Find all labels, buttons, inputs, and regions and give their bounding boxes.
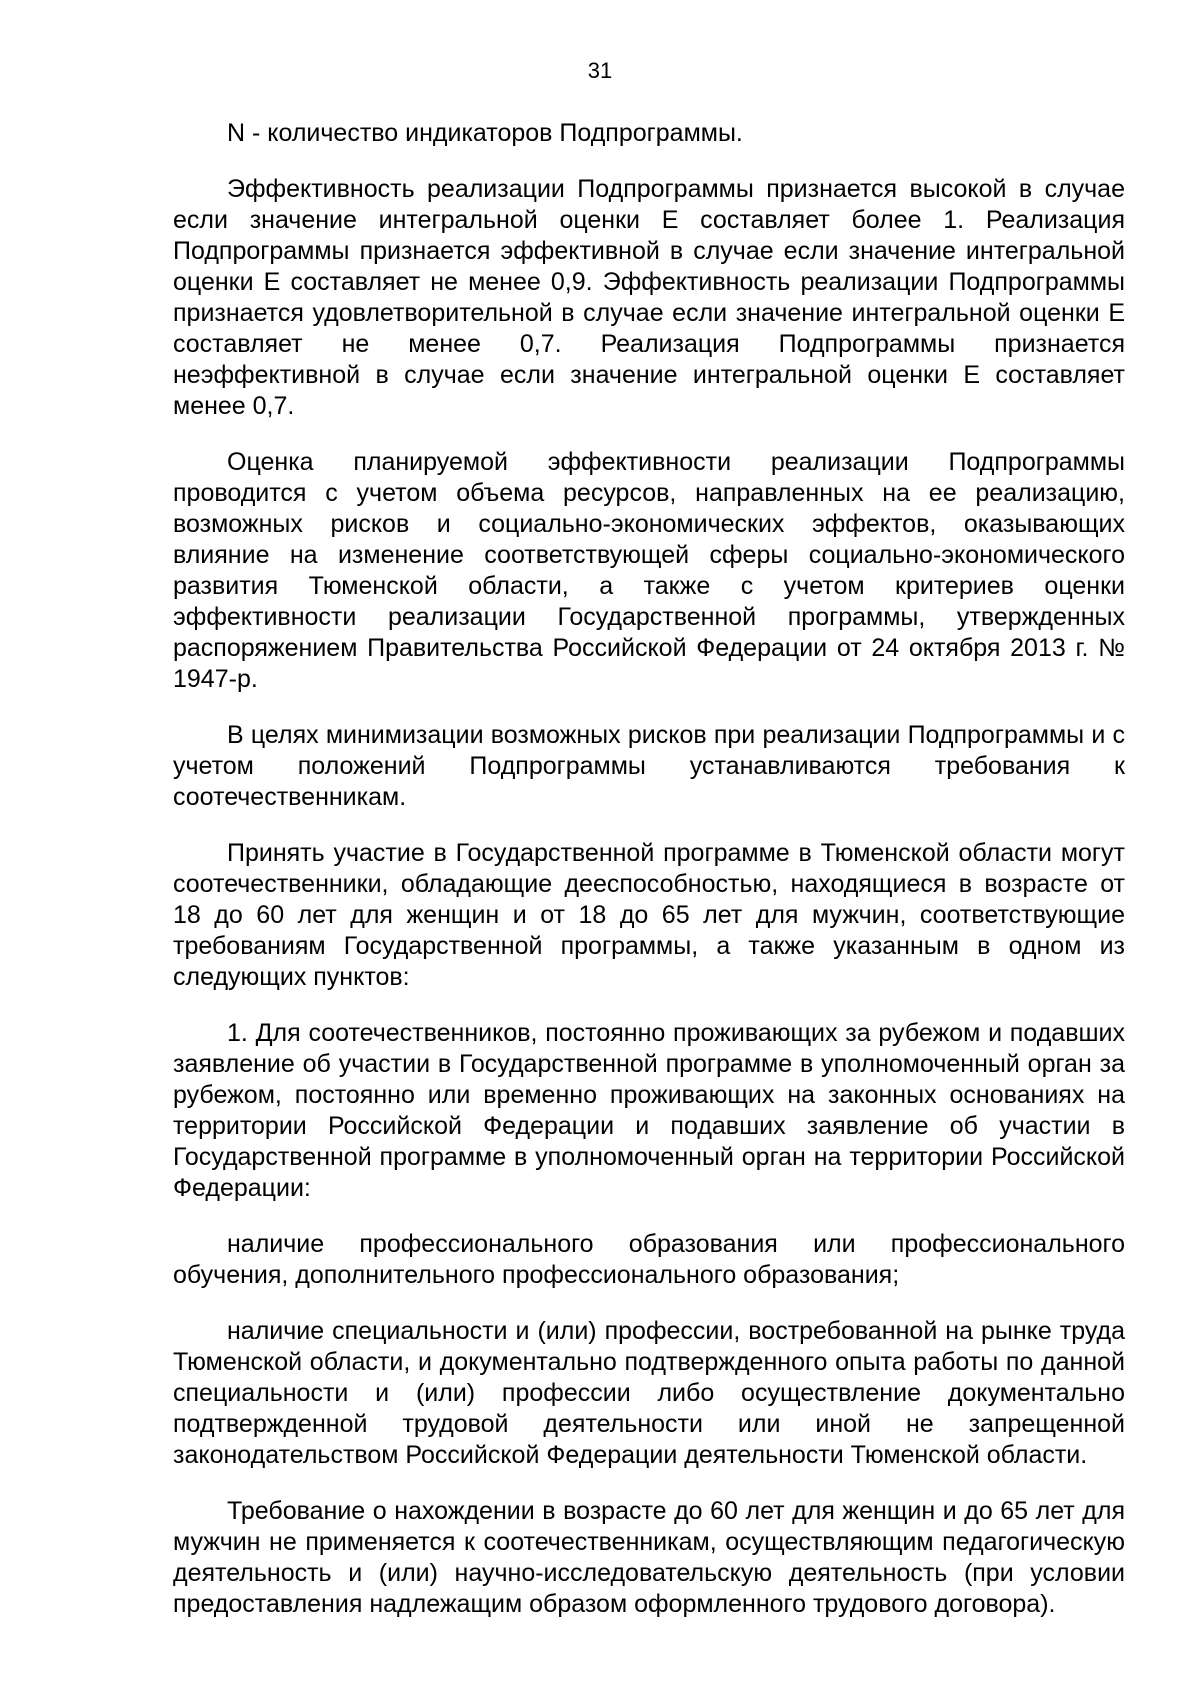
paragraph-education-requirement: наличие профессионального образования или профессионального обучения, дополнительного профессионального образования; <box>173 1230 1125 1289</box>
paragraph-participation-eligibility: Принять участие в Государственной программе в Тюменской области могут соотечественники, обладающие дееспособностью, находящиеся в возрасте от 18 до 60 лет для женщин и от 18 до 65 лет для мужчин, соответствующие требованиям Государственной программы, а также указанным в одном из следующих пунктов: <box>173 839 1125 991</box>
paragraph-planned-efficiency: Оценка планируемой эффективности реализации Подпрограммы проводится с учетом объема ресурсов, направленных на ее реализацию, возможных рисков и социально-экономических эффектов, оказывающих влияние на изменение соответствующей сферы социально-экономического развития Тюменской области, а также с учетом критериев оценки эффективности реализации Государственной программы, утвержденных распоряжением Правительства Российской Федерации от 24 октября 2013 г. № 1947-р. <box>173 448 1125 693</box>
paragraph-specialty-requirement: наличие специальности и (или) профессии, востребованной на рынке труда Тюменской области, и документально подтвержденного опыта работы по данной специальности и (или) профессии либо осуществление документально подтвержденной трудовой деятельности или иной не запрещенной законодательством Российской Федерации деятельности Тюменской области. <box>173 1317 1125 1469</box>
paragraph-item-1: 1. Для соотечественников, постоянно проживающих за рубежом и подавших заявление об участии в Государственной программе в уполномоченный орган за рубежом, постоянно или временно проживающих на законных основаниях на территории Российской Федерации и подавших заявление об участии в Государственной программе в уполномоченный орган на территории Российской Федерации: <box>173 1019 1125 1202</box>
document-body <box>173 118 1125 1620</box>
paragraph-indicator-count: N - количество индикаторов Подпрограммы. <box>227 119 743 147</box>
paragraph-risk-minimization: В целях минимизации возможных рисков при реализации Подпрограммы и с учетом положений Подпрограммы устанавливаются требования к соотечественникам. <box>173 721 1125 811</box>
page-number: 31 <box>587 58 613 83</box>
paragraph-age-exemption: Требование о нахождении в возрасте до 60 лет для женщин и до 65 лет для мужчин не применяется к соотечественникам, осуществляющим педагогическую деятельность и (или) научно-исследовательскую деятельность (при условии предоставления надлежащим образом оформленного трудового договора). <box>173 1497 1125 1618</box>
paragraph-efficiency-criteria: Эффективность реализации Подпрограммы признается высокой в случае если значение интегральной оценки Е составляет более 1. Реализация Подпрограммы признается эффективной в случае если значение интегральной оценки Е составляет не менее 0,9. Эффективность реализации Подпрограммы признается удовлетворительной в случае если значение интегральной оценки Е составляет не менее 0,7. Реализация Подпрограммы признается неэффективной в случае если значение интегральной оценки Е составляет менее 0,7. <box>173 175 1125 420</box>
